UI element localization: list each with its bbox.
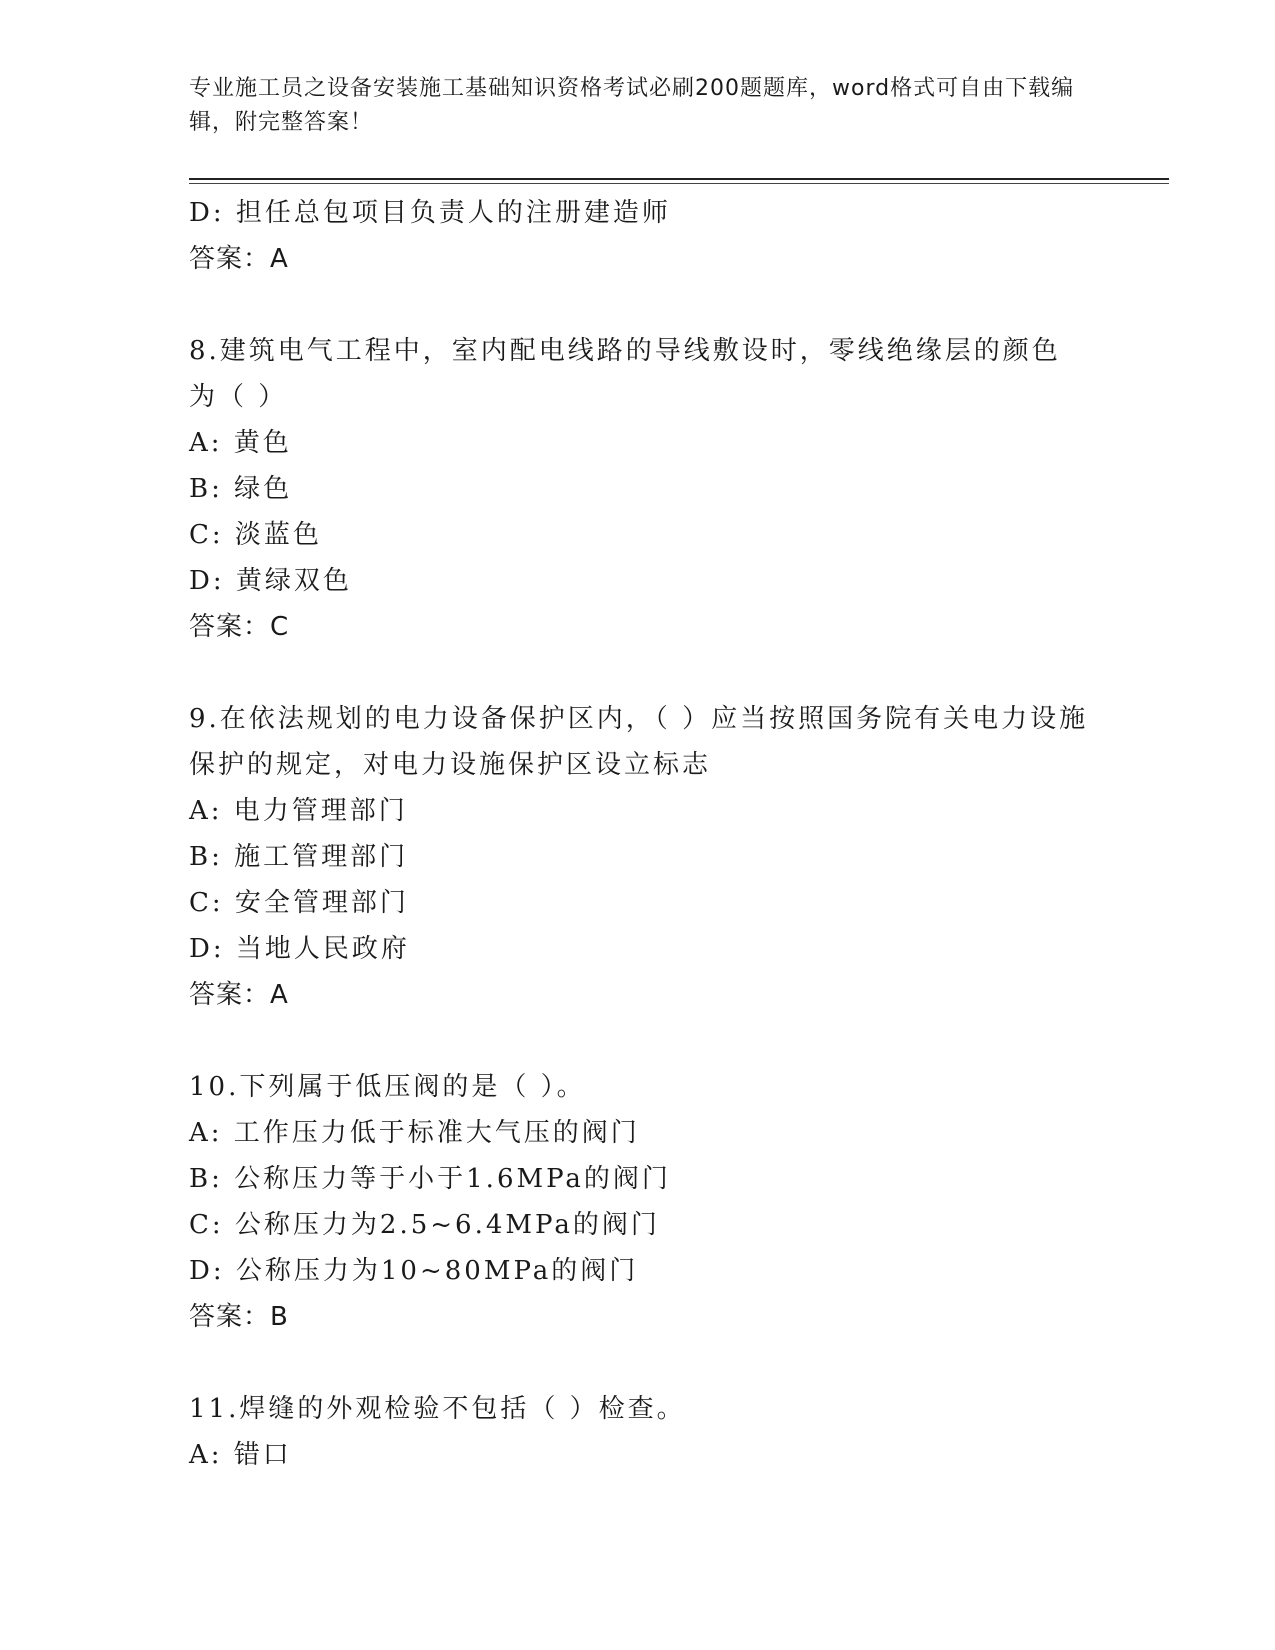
header-rule-thick xyxy=(189,178,1169,180)
question-11 xyxy=(189,1386,1089,1478)
option-c: C: 安全管理部门 xyxy=(189,888,409,918)
answer-label: 答案：A xyxy=(189,980,289,1010)
option-d: D: 黄绿双色 xyxy=(189,566,352,596)
prev-question-tail xyxy=(189,190,1089,282)
option-c: C: 公称压力为2.5~6.4MPa的阀门 xyxy=(189,1210,660,1240)
question-stem: 8.建筑电气工程中，室内配电线路的导线敷设时，零线绝缘层的颜色为（ ） xyxy=(189,336,1061,412)
answer-label: 答案：B xyxy=(189,1302,289,1332)
question-10 xyxy=(189,1064,1089,1340)
option-a: A: 工作压力低于标准大气压的阀门 xyxy=(189,1118,640,1148)
question-stem: 11.焊缝的外观检验不包括（ ）检查。 xyxy=(189,1394,686,1424)
option-d: D: 当地人民政府 xyxy=(189,934,410,964)
question-stem: 10.下列属于低压阀的是（ ）。 xyxy=(189,1072,586,1102)
option-b: B: 绿色 xyxy=(189,474,293,504)
header-rule-thin xyxy=(189,183,1169,184)
option-c: C: 淡蓝色 xyxy=(189,520,322,550)
question-stem: 9.在依法规划的电力设备保护区内，（ ）应当按照国务院有关电力设施保护的规定，对电力设施保护区设立标志 xyxy=(189,704,1089,780)
option-a: A: 错口 xyxy=(189,1440,292,1470)
option-b: B: 施工管理部门 xyxy=(189,842,409,872)
option-d: D: 公称压力为10~80MPa的阀门 xyxy=(189,1256,639,1286)
option-b: B: 公称压力等于小于1.6MPa的阀门 xyxy=(189,1164,671,1194)
option-a: A: 黄色 xyxy=(189,428,292,458)
question-9 xyxy=(189,696,1089,1018)
question-list xyxy=(189,190,1089,1478)
document-header: 专业施工员之设备安装施工基础知识资格考试必刷200题题库，word格式可自由下载编辑，附完整答案！ xyxy=(189,76,1075,135)
question-8 xyxy=(189,328,1089,650)
answer-label: 答案：C xyxy=(189,612,290,642)
option-a: A: 电力管理部门 xyxy=(189,796,408,826)
answer-label: 答案：A xyxy=(189,244,289,274)
option-d: D: 担任总包项目负责人的注册建造师 xyxy=(189,198,671,228)
